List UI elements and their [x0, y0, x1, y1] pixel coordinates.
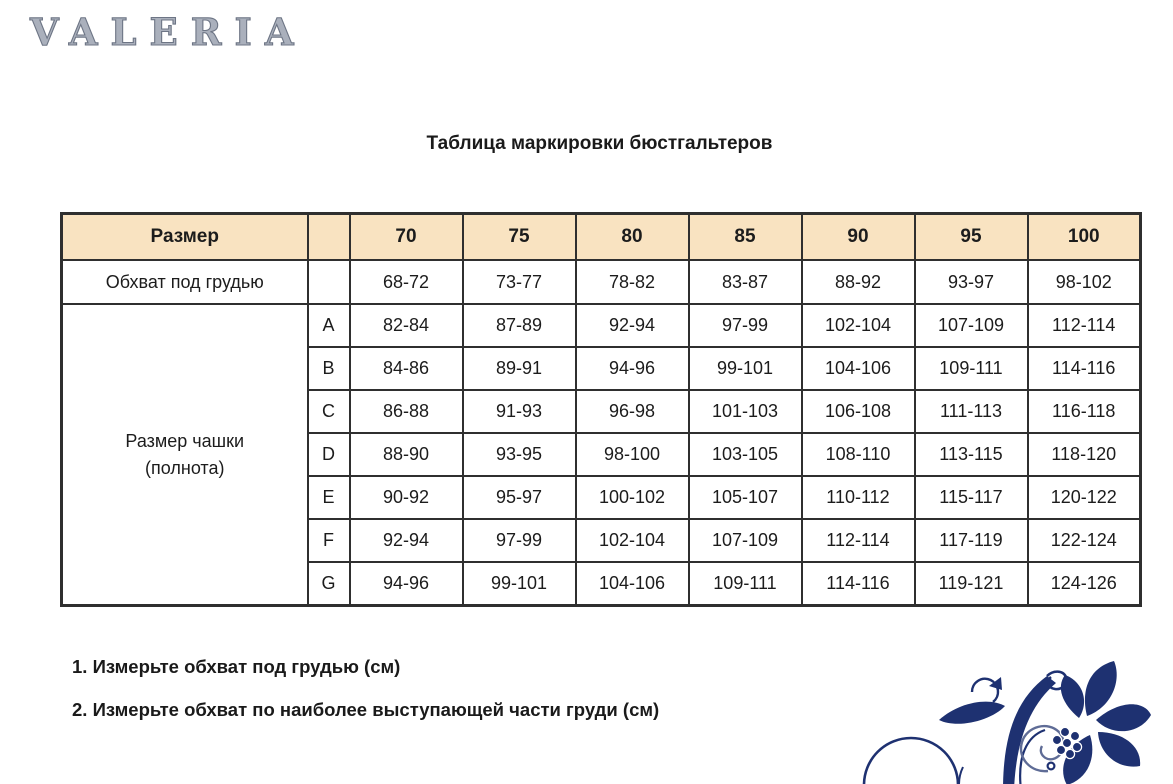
cup-letter-cell: A [308, 304, 350, 347]
cup-section-line2: (полнота) [145, 457, 225, 478]
cup-value-cell: 113-115 [915, 433, 1028, 476]
size-row-label: Размер [62, 214, 308, 261]
underbust-value-cell: 88-92 [802, 260, 915, 304]
cup-letter-cell: F [308, 519, 350, 562]
cup-value-cell: 93-95 [463, 433, 576, 476]
cup-letter-cell: B [308, 347, 350, 390]
cup-value-cell: 103-105 [689, 433, 802, 476]
cup-value-cell: 94-96 [350, 562, 463, 606]
cup-value-cell: 90-92 [350, 476, 463, 519]
cup-letter-cell: C [308, 390, 350, 433]
cup-value-cell: 96-98 [576, 390, 689, 433]
size-header-cell: 70 [350, 214, 463, 261]
cup-value-cell: 97-99 [463, 519, 576, 562]
cup-value-cell: 107-109 [915, 304, 1028, 347]
cup-section-label [62, 304, 308, 606]
cup-letter-cell: G [308, 562, 350, 606]
cup-value-cell: 89-91 [463, 347, 576, 390]
size-header-cell: 80 [576, 214, 689, 261]
bra-size-table [60, 212, 1142, 607]
brand-logo: VALERIA [30, 10, 307, 54]
cup-value-cell: 112-114 [802, 519, 915, 562]
size-header-cell: 85 [689, 214, 802, 261]
underbust-value-cell: 93-97 [915, 260, 1028, 304]
cup-value-cell: 108-110 [802, 433, 915, 476]
underbust-row-label: Обхват под грудью [62, 260, 308, 304]
size-header-cell: 75 [463, 214, 576, 261]
cup-value-cell: 91-93 [463, 390, 576, 433]
cup-value-cell: 84-86 [350, 347, 463, 390]
cup-value-cell: 105-107 [689, 476, 802, 519]
cup-value-cell: 100-102 [576, 476, 689, 519]
cup-value-cell: 92-94 [350, 519, 463, 562]
cup-value-cell: 119-121 [915, 562, 1028, 606]
cup-value-cell: 102-104 [576, 519, 689, 562]
table-header-row [62, 214, 1141, 261]
size-header-cell: 90 [802, 214, 915, 261]
cup-value-cell: 101-103 [689, 390, 802, 433]
cup-value-cell: 104-106 [576, 562, 689, 606]
cup-value-cell: 107-109 [689, 519, 802, 562]
underbust-row [62, 260, 1141, 304]
size-header-cell: 100 [1028, 214, 1141, 261]
cup-value-cell: 82-84 [350, 304, 463, 347]
underbust-value-cell: 73-77 [463, 260, 576, 304]
cup-value-cell: 86-88 [350, 390, 463, 433]
cup-value-cell: 102-104 [802, 304, 915, 347]
cup-value-cell: 98-100 [576, 433, 689, 476]
cup-value-cell: 97-99 [689, 304, 802, 347]
floral-flourish-ornament [851, 640, 1151, 784]
cup-value-cell: 106-108 [802, 390, 915, 433]
cup-value-cell: 112-114 [1028, 304, 1141, 347]
cup-value-cell: 95-97 [463, 476, 576, 519]
underbust-value-cell: 68-72 [350, 260, 463, 304]
cup-value-cell: 117-119 [915, 519, 1028, 562]
instruction-step-1: 1. Измерьте обхват под грудью (см) [72, 656, 401, 677]
cup-letter-cell: D [308, 433, 350, 476]
page-title: Таблица маркировки бюстгальтеров [426, 133, 773, 154]
cup-value-cell: 114-116 [802, 562, 915, 606]
cup-value-cell: 109-111 [915, 347, 1028, 390]
cup-value-cell: 99-101 [463, 562, 576, 606]
cup-value-cell: 109-111 [689, 562, 802, 606]
cup-letter-cell: E [308, 476, 350, 519]
cup-section-line1: Размер чашки [125, 431, 245, 452]
cup-value-cell: 104-106 [802, 347, 915, 390]
empty-cell [308, 260, 350, 304]
cup-value-cell: 87-89 [463, 304, 576, 347]
underbust-value-cell: 98-102 [1028, 260, 1141, 304]
cup-value-cell: 122-124 [1028, 519, 1141, 562]
cup-value-cell: 116-118 [1028, 390, 1141, 433]
measurement-instructions [72, 656, 659, 742]
cup-value-cell: 114-116 [1028, 347, 1141, 390]
cup-value-cell: 99-101 [689, 347, 802, 390]
underbust-value-cell: 78-82 [576, 260, 689, 304]
size-header-cell: 95 [915, 214, 1028, 261]
instruction-step-2: 2. Измерьте обхват по наиболее выступающей части груди (см) [72, 699, 660, 720]
underbust-value-cell: 83-87 [689, 260, 802, 304]
cup-value-cell: 118-120 [1028, 433, 1141, 476]
cup-row-A [62, 304, 1141, 347]
empty-header-cell [308, 214, 350, 261]
cup-value-cell: 88-90 [350, 433, 463, 476]
cup-value-cell: 124-126 [1028, 562, 1141, 606]
cup-value-cell: 92-94 [576, 304, 689, 347]
cup-value-cell: 94-96 [576, 347, 689, 390]
cup-value-cell: 115-117 [915, 476, 1028, 519]
cup-value-cell: 110-112 [802, 476, 915, 519]
cup-value-cell: 120-122 [1028, 476, 1141, 519]
cup-value-cell: 111-113 [915, 390, 1028, 433]
